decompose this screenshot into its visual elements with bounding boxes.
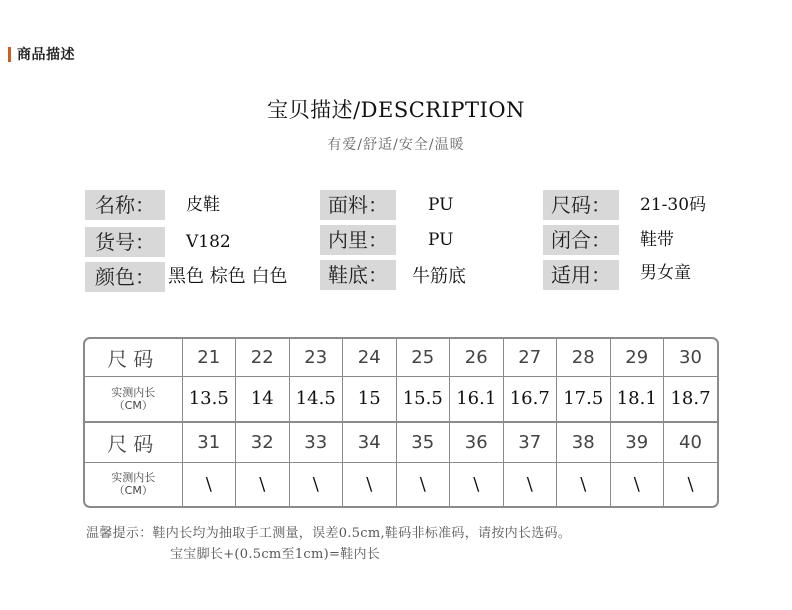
size-cell: 25 xyxy=(396,339,450,376)
name-value: 皮鞋 xyxy=(186,195,220,215)
page-title: 宝贝描述/DESCRIPTION xyxy=(267,98,525,122)
length-header-line2: （CM） xyxy=(113,484,153,498)
section-accent-bar xyxy=(8,47,11,62)
length-cell: \ xyxy=(182,462,236,506)
length-cell: \ xyxy=(289,462,343,506)
length-header-line1: 实测内长 xyxy=(111,471,156,485)
size-cell: 28 xyxy=(557,339,611,376)
size-cell: 40 xyxy=(664,422,718,462)
size-cell: 35 xyxy=(396,422,450,462)
length-cell: 14 xyxy=(236,376,290,422)
tip-line-1: 温馨提示：鞋内长均为抽取手工测量，误差0.5cm,鞋码非标准码，请按内长选码。 xyxy=(86,526,572,541)
size-header-cell: 尺码 xyxy=(85,422,182,462)
length-cell: 16.7 xyxy=(503,376,557,422)
size-cell: 23 xyxy=(289,339,343,376)
page-subtitle: 有爱/舒适/安全/温暖 xyxy=(327,137,465,153)
size-cell: 22 xyxy=(236,339,290,376)
size-cell: 34 xyxy=(343,422,397,462)
size-cell: 26 xyxy=(450,339,504,376)
length-cell: 15 xyxy=(343,376,397,422)
length-cell: \ xyxy=(664,462,718,506)
fit-label: 适用： xyxy=(543,260,619,290)
name-label: 名称： xyxy=(85,190,165,220)
length-row-2 xyxy=(85,462,717,506)
length-cell: \ xyxy=(503,462,557,506)
length-row-1 xyxy=(85,376,717,422)
length-header-line1: 实测内长 xyxy=(111,385,156,399)
size-cell: 29 xyxy=(610,339,664,376)
size-row-2 xyxy=(85,422,717,462)
size-cell: 24 xyxy=(343,339,397,376)
fit-value: 男女童 xyxy=(640,263,691,283)
length-cell: 14.5 xyxy=(289,376,343,422)
closure-label: 闭合： xyxy=(543,225,619,255)
color-value: 黑色 棕色 白色 xyxy=(168,266,288,287)
size-cell: 27 xyxy=(503,339,557,376)
item-number-value: V182 xyxy=(186,232,231,252)
size-chart-table xyxy=(83,337,719,508)
size-cell: 21 xyxy=(182,339,236,376)
color-label: 颜色： xyxy=(85,262,165,292)
length-cell: 13.5 xyxy=(182,376,236,422)
section-title: 商品描述 xyxy=(17,47,75,63)
fabric-label: 面料： xyxy=(320,190,396,220)
length-cell: \ xyxy=(343,462,397,506)
length-cell: 17.5 xyxy=(557,376,611,422)
size-cell: 32 xyxy=(236,422,290,462)
length-header-cell xyxy=(85,376,182,422)
size-cell: 37 xyxy=(503,422,557,462)
length-cell: 18.1 xyxy=(610,376,664,422)
length-cell: \ xyxy=(236,462,290,506)
length-cell: 15.5 xyxy=(396,376,450,422)
length-header-line2: （CM） xyxy=(113,398,153,412)
tip-line-2: 宝宝脚长+(0.5cm至1cm)=鞋内长 xyxy=(170,547,381,562)
length-cell: 16.1 xyxy=(450,376,504,422)
size-cell: 39 xyxy=(610,422,664,462)
sole-label: 鞋底： xyxy=(320,260,396,290)
size-range-value: 21-30码 xyxy=(640,195,707,215)
size-cell: 38 xyxy=(557,422,611,462)
size-cell: 33 xyxy=(289,422,343,462)
length-cell: \ xyxy=(610,462,664,506)
size-range-label: 尺码： xyxy=(543,190,619,220)
sole-value: 牛筋底 xyxy=(412,266,466,287)
closure-value: 鞋带 xyxy=(640,230,674,250)
lining-value: PU xyxy=(428,230,454,250)
size-cell: 31 xyxy=(182,422,236,462)
size-cell: 36 xyxy=(450,422,504,462)
length-header-cell xyxy=(85,462,182,506)
size-header-cell: 尺码 xyxy=(85,339,182,376)
fabric-value: PU xyxy=(428,195,454,215)
size-cell: 30 xyxy=(664,339,718,376)
item-number-label: 货号： xyxy=(85,227,165,257)
section-header xyxy=(8,44,75,64)
length-cell: \ xyxy=(396,462,450,506)
length-cell: \ xyxy=(450,462,504,506)
length-cell: \ xyxy=(557,462,611,506)
size-row-1 xyxy=(85,339,717,376)
length-cell: 18.7 xyxy=(664,376,718,422)
lining-label: 内里： xyxy=(320,225,396,255)
